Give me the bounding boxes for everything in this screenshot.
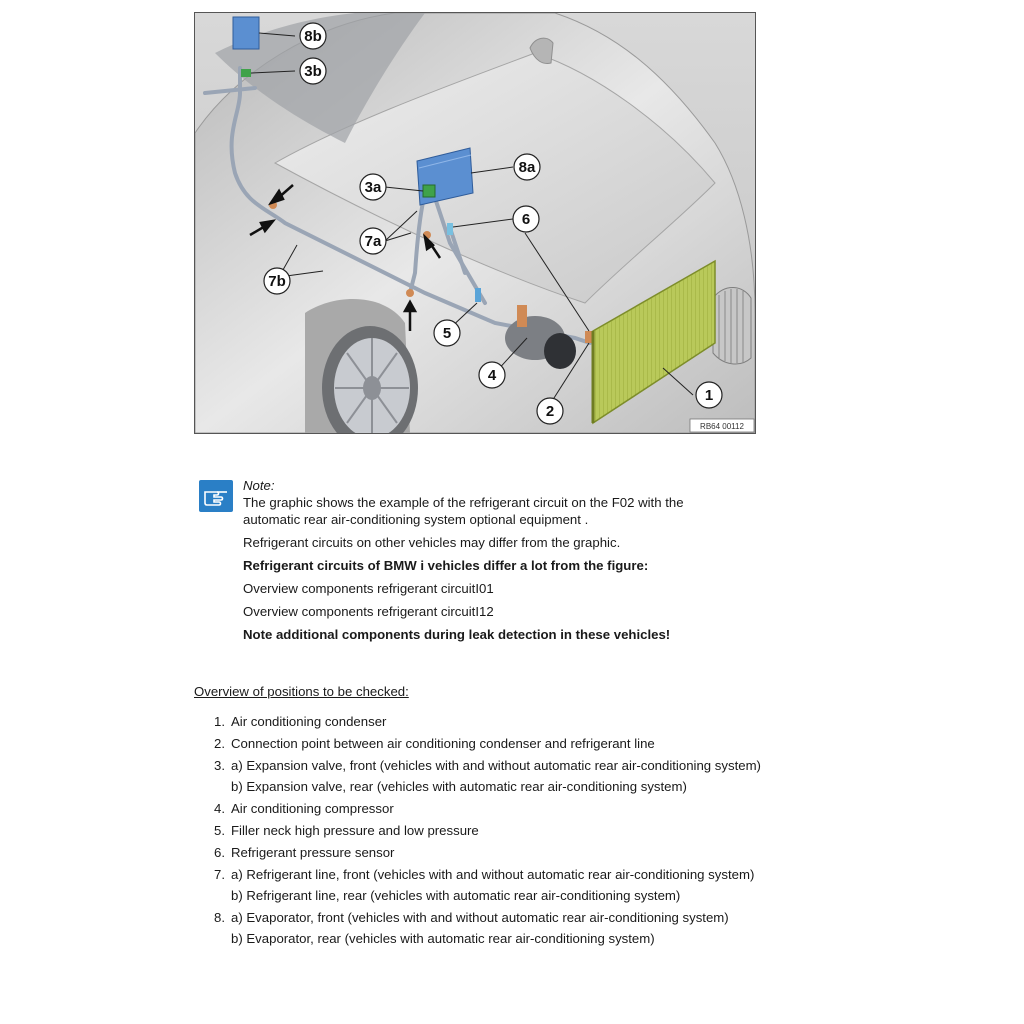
callout-5 [513, 206, 539, 232]
link-overview-i12[interactable]: Overview components refrigerant circuitI12 [243, 604, 494, 619]
list-item [194, 758, 774, 774]
list-item [194, 910, 774, 926]
list-item [194, 736, 774, 752]
list-item-text: Air conditioning compressor [231, 801, 394, 816]
kidney-grille [713, 287, 751, 364]
note-bmw-i-warning: Refrigerant circuits of BMW i vehicles differ a lot from the figure: [243, 558, 649, 573]
callout-8a [514, 154, 540, 180]
list-item-number: 4. [214, 801, 225, 816]
note-text-line-1: The graphic shows the example of the refrigerant circuit on the F02 with the [243, 495, 684, 510]
svg-text:7b: 7b [268, 273, 286, 290]
note-block [243, 477, 783, 643]
list-item-text: Air conditioning condenser [231, 714, 387, 729]
note-text-line-2: automatic rear air-conditioning system optional equipment . [243, 512, 589, 527]
list-item-subtext: b) Refrigerant line, rear (vehicles with automatic rear air-conditioning system) [231, 888, 681, 903]
svg-text:7a: 7a [364, 233, 382, 250]
callout-7a [360, 228, 386, 254]
svg-text:2: 2 [545, 403, 555, 420]
overview-heading: Overview of positions to be checked: [194, 684, 409, 699]
list-item-text: a) Evaporator, front (vehicles with and without automatic rear air-conditioning system) [231, 910, 729, 925]
note-hand-icon [199, 480, 233, 512]
note-leak-detection-warning: Note additional components during leak detection in these vehicles! [243, 627, 671, 642]
svg-text:5: 5 [442, 325, 452, 342]
callout-2 [537, 398, 563, 424]
svg-text:8a: 8a [518, 159, 536, 176]
list-item-text: a) Expansion valve, front (vehicles with and without automatic rear air-conditioning system) [231, 758, 761, 773]
list-item-number: 3. [214, 758, 225, 773]
refrigerant-circuit-figure [194, 12, 756, 434]
list-item-number: 8. [214, 910, 225, 925]
list-item-number: 6. [214, 845, 225, 860]
list-item-text: Refrigerant pressure sensor [231, 845, 395, 860]
list-item [194, 867, 774, 883]
list-item-text: Connection point between air conditioning condenser and refrigerant line [231, 736, 655, 751]
svg-text:3b: 3b [304, 63, 322, 80]
list-item-number: 7. [214, 867, 225, 882]
list-item-number: 1. [214, 714, 225, 729]
svg-text:4: 4 [487, 367, 497, 384]
callout-1 [696, 382, 722, 408]
expansion-valve-front [423, 185, 435, 197]
svg-text:6: 6 [521, 211, 531, 228]
list-item-number: 2. [214, 736, 225, 751]
callout-4 [479, 362, 505, 388]
list-item-number: 5. [214, 823, 225, 838]
list-item-text: Filler neck high pressure and low pressure [231, 823, 479, 838]
callout-7b [264, 268, 290, 294]
list-item [194, 823, 774, 839]
overview-list [194, 714, 774, 953]
list-item-subtext: b) Expansion valve, rear (vehicles with automatic rear air-conditioning system) [231, 779, 687, 794]
callout-3a [360, 174, 386, 200]
callout-3b [300, 58, 326, 84]
svg-text:8b: 8b [304, 28, 322, 45]
figure-ref-code: RB64 00112 [700, 422, 744, 431]
callout-8b [300, 23, 326, 49]
note-title: Note: [243, 478, 275, 493]
note-other-vehicles: Refrigerant circuits on other vehicles may differ from the graphic. [243, 535, 621, 550]
svg-text:1: 1 [704, 387, 714, 404]
filler-neck [447, 223, 453, 235]
pressure-sensor [475, 288, 481, 302]
expansion-valve-rear [241, 69, 251, 77]
list-item-text: a) Refrigerant line, front (vehicles with and without automatic rear air-conditioning system) [231, 867, 755, 882]
list-item [194, 845, 774, 861]
list-item [194, 714, 774, 730]
svg-text:3a: 3a [364, 179, 382, 196]
car-illustration [195, 13, 755, 433]
callout-6 [434, 320, 460, 346]
list-item-subtext: b) Evaporator, rear (vehicles with automatic rear air-conditioning system) [231, 931, 655, 946]
evaporator-rear [233, 17, 259, 49]
link-overview-i01[interactable]: Overview components refrigerant circuitI01 [243, 581, 494, 596]
list-item [194, 801, 774, 817]
